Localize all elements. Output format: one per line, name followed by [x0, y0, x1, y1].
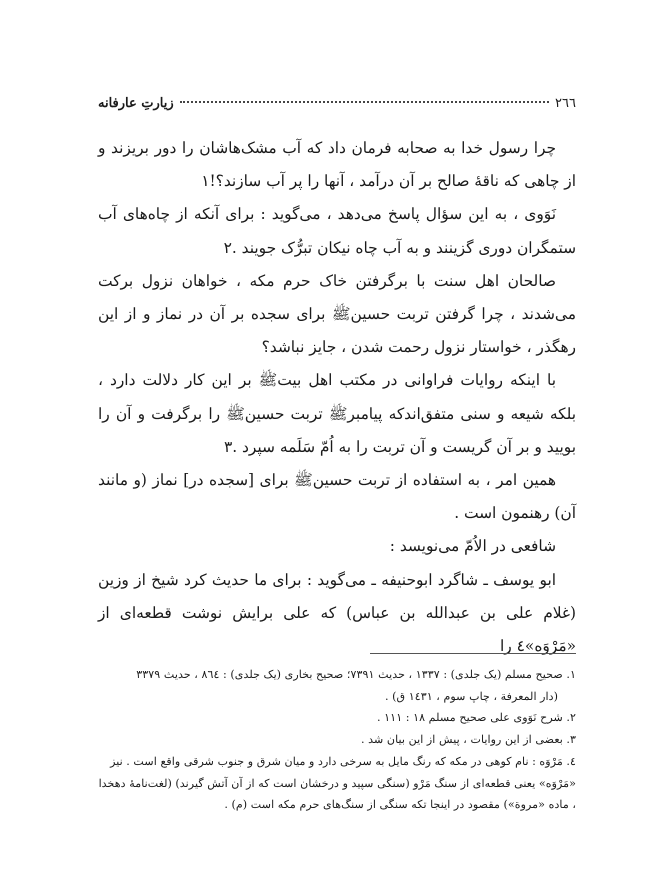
footnote-2: ٢. شرح نَوَوی علی صحیح مسلم ١٨ : ١١١ .: [377, 711, 576, 725]
paragraph-5: همین امر ، به استفاده از تربت حسینﷺ برای [سجده در] نماز (و مانند آن) رهنمون است .: [98, 471, 576, 523]
footnote-1: ١. صحیح مسلم (یک جلدی) : ١٣٣٧ ، حدیث ٧٣٩١؛ صحیح بخاری (یک جلدی) : ٨٦٤ ، حدیث ٣٣٧٩: [136, 668, 576, 681]
paragraph-3: صالحان اهل سنت با برگرفتن خاک حرم مکه ، خواهان نزول برکت می‌شدند ، چرا گرفتن تربت حسینﷺ برای سجده بر آن در نماز و از این رهگذر ، خواستار نزول رحمت شدن ، جایز نباشد؟: [98, 271, 576, 357]
footnote-4: ٤. مَرْوَه : نام کوهی در مکه که رنگ مایل به سرخی دارد و میان شرق و جنوب شرقی واقع است . نیز «مَرْوَه» یعنی قطعه‌ای از سنگ مَرْو (سنگی سپید و درخشان است که از آن آتش گیرند) (لغت‌نامۀ دهخدا ، ماده «مروة») مقصود در اینجا تکه سنگی از سنگ‌های حرم مکه است (م) .: [98, 754, 576, 812]
header-dot-leader: [180, 101, 549, 103]
running-header: [98, 96, 576, 118]
paragraph-6: شافعی در الاُمّ می‌نویسد :: [389, 537, 556, 556]
main-text: [98, 132, 576, 663]
paragraph-1: چرا رسول خدا به صحابه فرمان داد که آب مشک‌هاشان را دور بریزند و از چاهی که ناقۀ صالح بر آن درآمد ، آنها را پر آب سازند؟!١: [98, 139, 576, 191]
running-title: زيارتِ عارفانه: [98, 96, 174, 111]
footnote-3: ٣. بعضی از این روایات ، پیش از این بیان شد .: [361, 733, 576, 747]
paragraph-2: نَوَوی ، به این سؤال پاسخ می‌دهد ، می‌گوید : برای آنکه از چاه‌های آب ستمگران دوری گزینند و به آب چاه نیکان تبرُّک جویند .٢: [98, 205, 576, 257]
page-number: ٢٦٦: [555, 96, 576, 111]
footnote-1-continued: (دار المعرفة ، چاپ سوم ، ١٤٣١ ق) .: [384, 689, 558, 703]
footnotes: [98, 664, 576, 816]
paragraph-7: ابو یوسف ـ شاگرد ابوحنیفه ـ می‌گوید : برای ما حدیث کرد شیخ از وزین (غلام علی بن عبدالله بن عباس) که علی برایش نوشت قطعه‌ای از «مَرْوَه»٤ را: [98, 570, 576, 656]
paragraph-4: با اینکه روایات فراوانی در مکتب اهل بیتﷺ بر این کار دلالت دارد ، بلکه شیعه و سنی متفق‌اندکه پیامبرﷺ تربت حسینﷺ را برگرفت و آن را بویید و بر آن گریست و آن تربت را به اُمّ سَلَمه سپرد .٣: [98, 371, 576, 456]
footnote-separator: [370, 653, 576, 654]
